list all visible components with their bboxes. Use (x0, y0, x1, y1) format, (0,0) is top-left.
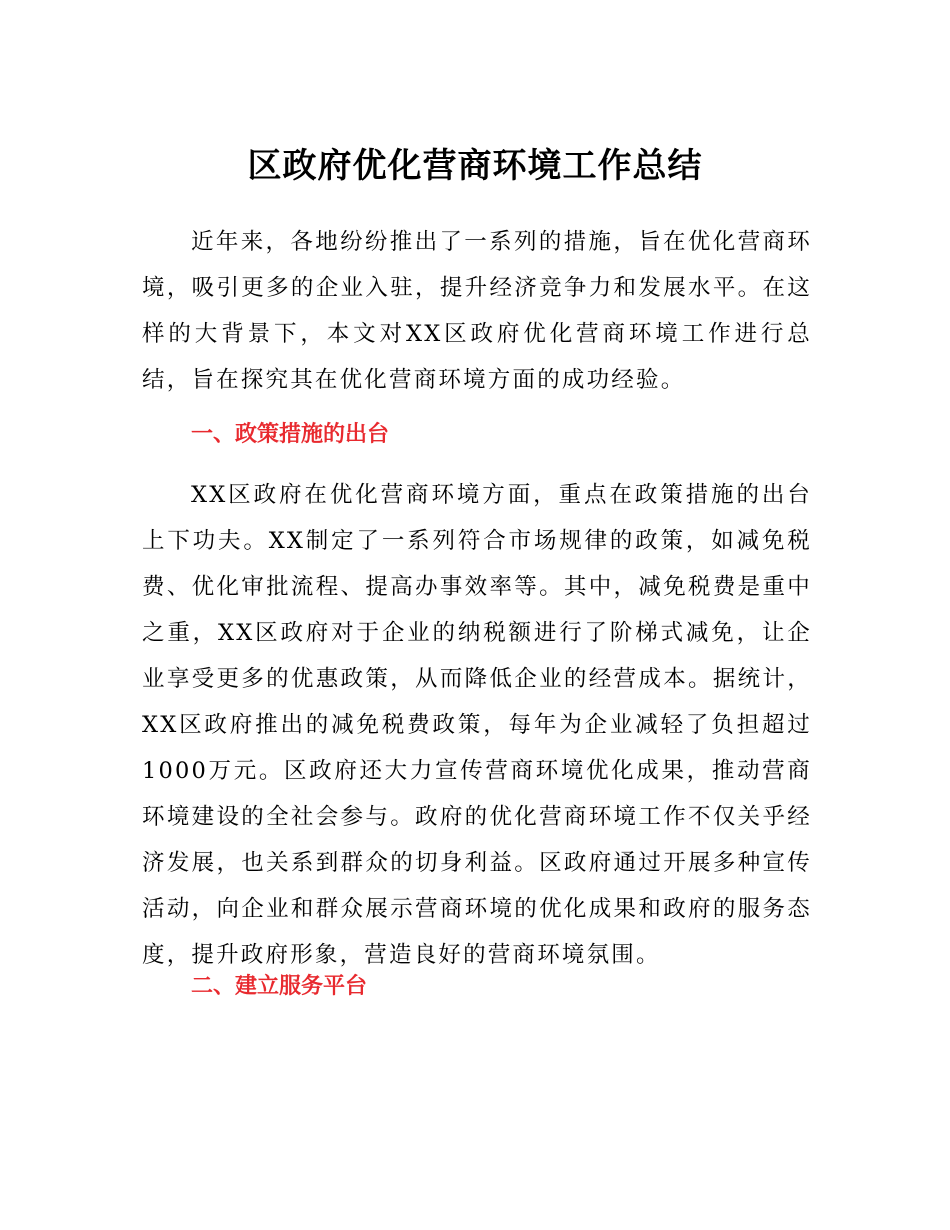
document-title: 区政府优化营商环境工作总结 (247, 146, 703, 186)
section-heading-policy: 一、政策措施的出台 (191, 422, 390, 447)
section-heading-service-platform: 二、建立服务平台 (191, 974, 368, 999)
section-body-policy: XX区政府在优化营商环境方面，重点在政策措施的出台上下功夫。XX制定了一系列符合市场规律的政策，如减免税费、优化审批流程、提高办事效率等。其中，减免税费是重中之重，XX区政府对于企业的纳税额进行了阶梯式减免，让企业享受更多的优惠政策，从而降低企业的经营成本。据统计，XX区政府推出的减免税费政策，每年为企业减轻了负担超过1000万元。区政府还大力宣传营商环境优化成果，推动营商环境建设的全社会参与。政府的优化营商环境工作不仅关乎经济发展，也关系到群众的切身利益。区政府通过开展多种宣传活动，向企业和群众展示营商环境的优化成果和政府的服务态度，提升政府形象，营造良好的营商环境氛围。 (142, 482, 812, 968)
intro-paragraph: 近年来，各地纷纷推出了一系列的措施，旨在优化营商环境，吸引更多的企业入驻，提升经济竞争力和发展水平。在这样的大背景下，本文对XX区政府优化营商环境工作进行总结，旨在探究其在优化营商环境方面的成功经验。 (142, 229, 812, 393)
